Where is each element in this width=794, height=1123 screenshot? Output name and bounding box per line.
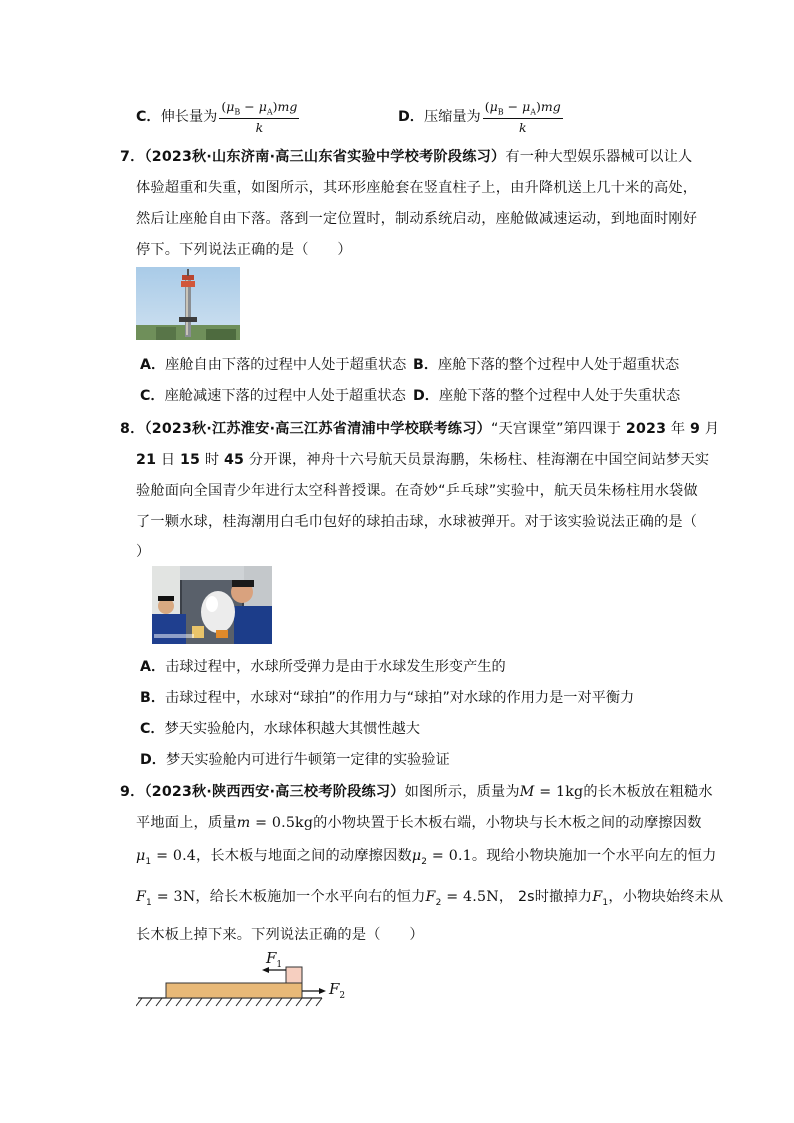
q7-option-a: A．座舱自由下落的过程中人处于超重状态 [140,357,407,373]
q8-line2: 21 日 15 时 45 分开课，神舟十六号航天员景海鹏，朱杨柱、桂海潮在中国空间站梦天实 [136,452,710,468]
q7-option-b: B．座舱下落的整个过程中人处于超重状态 [413,357,680,373]
q7-line2: 体验超重和失重，如图所示，其环形座舱套在竖直柱子上，由升降机送上几十米的高处， [136,180,698,196]
q6-option-c-fraction: $\frac{(\mu_B - \mu_A)mg}{k}$ [221,99,298,135]
q7-line1: 7．（2023秋·山东济南·高三山东省实验中学校考阶段练习）有一种大型娱乐器械可以让人 [120,149,693,165]
q8-line1: 8．（2023秋·江苏淮安·高三江苏省清浦中学校联考练习）“天宫课堂”第四课于 2023 年 9 月 [120,421,720,437]
q7-option-c: C．座舱减速下落的过程中人处于超重状态 [140,388,406,404]
q7-option-d: D．座舱下落的整个过程中人处于失重状态 [413,388,681,404]
q8-option-c: C．梦天实验舱内，水球体积越大其惯性越大 [140,721,420,737]
q8-option-d: D．梦天实验舱内可进行牛顿第一定律的实验验证 [140,752,450,768]
q9-line4: $F_1 = 3N$，给长木板施加一个水平向右的恒力$F_2 = 4.5N$， 2s时撤掉力$F_1$，小物块始终未从 [136,889,724,908]
q6-option-d: D．压缩量为 $\frac{(\mu_B - \mu_A)mg}{k}$ [398,99,561,135]
q6-option-d-fraction: $\frac{(\mu_B - \mu_A)mg}{k}$ [484,99,561,135]
q6-option-c: C．伸长量为 $\frac{(\mu_B - \mu_A)mg}{k}$ [136,99,298,135]
q8-line3: 验舱面向全国青少年进行太空科普授课。在奇妙“乒乓球”实验中，航天员朱杨柱用水袋做 [136,483,698,499]
q7-line4: 停下。下列说法正确的是（ ） [136,242,352,258]
q9-board-diagram [136,950,356,1010]
q8-space-station-photo [152,566,272,644]
q9-line1: 9．（2023秋·陕西西安·高三校考阶段练习）如图所示，质量为M = 1kg的长木板放在粗糙水 [120,784,713,800]
q8-option-b: B．击球过程中，水球对“球拍”的作用力与“球拍”对水球的作用力是一对平衡力 [140,690,635,706]
q7-line3: 然后让座舱自由下落。落到一定位置时，制动系统启动，座舱做减速运动，到地面时刚好 [136,211,698,227]
q9-line3: $\mu_1 = 0.4$，长木板与地面之间的动摩擦因数$\mu_2 = 0.1$。现给小物块施加一个水平向左的恒力 [136,848,717,867]
q9-line2: 平地面上，质量m = 0.5kg的小物块置于长木板右端，小物块与长木板之间的动摩擦因数 [136,815,702,831]
q9-diagram-f2-label: $F_2$ [329,980,346,1001]
q8-option-a: A．击球过程中，水球所受弹力是由于水球发生形变产生的 [140,659,506,675]
q8-line5: ） [136,544,151,560]
q7-drop-tower-photo [136,267,240,340]
q8-line4: 了一颗水球，桂海潮用白毛巾包好的球拍击球，水球被弹开。对于该实验说法正确的是（ [136,514,698,530]
q9-line5: 长木板上掉下来。下列说法正确的是（ ） [136,927,424,943]
q9-diagram-f1-label: $F_1$ [266,949,283,970]
